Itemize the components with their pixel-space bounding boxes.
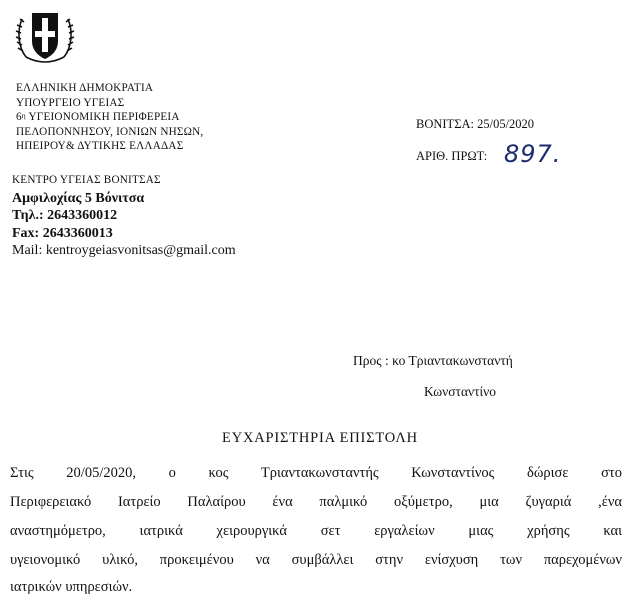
header-line: ΥΠΟΥΡΓΕΙΟ ΥΓΕΙΑΣ (16, 96, 125, 109)
letter-date: ΒΟΝΙΤΣΑ: 25/05/2020 (416, 117, 535, 131)
letter-body-line: Στις 20/05/2020, ο κος Τριαντακωνσταντής Κωνσταντίνος δώρισε στο (10, 465, 622, 481)
health-center-contact (12, 172, 236, 260)
header-line: $6^\eta$ ΥΓΕΙΟΝΟΜΙΚΗ ΠΕΡΙΦΕΡΕΙΑ (16, 111, 180, 123)
header-line: ΕΛΛΗΝΙΚΗ ΔΗΜΟΚΡΑΤΙΑ (16, 82, 154, 94)
protocol-number-handwritten: 897. (504, 140, 562, 168)
letter-body-line: Περιφερειακό Ιατρείο Παλαίρου ένα παλμικό οξύμετρο, μια ζυγαριά ,ένα (10, 494, 622, 510)
issuer-header (16, 81, 203, 154)
letter-body-line: υγειονομικό υλικό, προκειμένου να συμβάλλει στην ενίσχυση των παρεχομένων (10, 552, 622, 568)
center-name: ΚΕΝΤΡΟ ΥΓΕΙΑΣ ΒΟΝΙΤΣΑΣ (12, 174, 161, 186)
center-phone: Τηλ.: 2643360012 (12, 208, 118, 223)
center-mail: Mail: kentroygeiasvonitsas@gmail.com (12, 243, 236, 258)
letter-title: ΕΥΧΑΡΙΣΤΗΡΙΑ ΕΠΙΣΤΟΛΗ (222, 430, 418, 446)
header-line: ΠΕΛΟΠΟΝΝΗΣΟΥ, ΙΟΝΙΩΝ ΝΗΣΩΝ, (16, 125, 204, 138)
recipient-line: Προς : κο Τριαντακωνσταντή (353, 353, 513, 368)
letter-body-line: αναστημόμετρο, ιατρικά χειρουργικά σετ εργαλείων μιας χρήσης και (10, 523, 622, 539)
header-line: ΗΠΕΙΡΟΥ& ΔΥΤΙΚΗΣ ΕΛΛΑΔΑΣ (16, 140, 184, 152)
greek-emblem-icon (14, 7, 76, 67)
letter-body-line: ιατρικών υπηρεσιών. (10, 579, 133, 595)
recipient-line: Κωνσταντίνο (424, 384, 497, 399)
protocol-label: ΑΡΙΘ. ΠΡΩΤ: (416, 149, 488, 163)
center-fax: Fax: 2643360013 (12, 225, 113, 241)
center-address: Αμφιλοχίας 5 Βόνιτσα (12, 190, 145, 206)
